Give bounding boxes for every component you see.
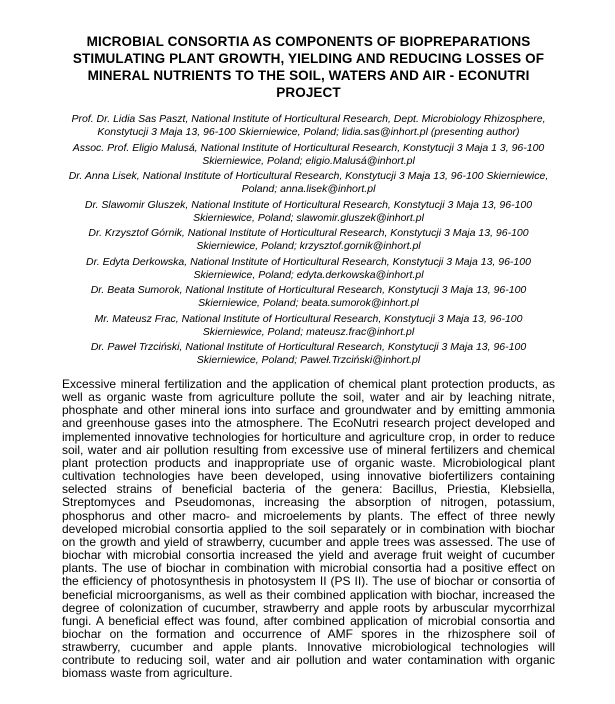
page-title: MICROBIAL CONSORTIA AS COMPONENTS OF BIOPREPARATIONS STIMULATING PLANT GROWTH, YIELDING AND REDUCING LOSSES OF MINERAL NUTRIENTS TO THE SOIL, WATERS AND AIR - ECONUTRI PROJECT xyxy=(72,34,545,100)
author-line: Dr. Slawomir Gluszek, National Institute of Horticultural Research, Konstytucji 3 Maja 13, 96-100 Skierniewice, Poland; slawomir.gluszek@inhort.pl xyxy=(84,198,533,224)
author-line: Mr. Mateusz Frac, National Institute of Horticultural Research, Konstytucji 3 Maja 13, 96-100 Skierniewice, Poland; mateusz.frac@inhort.pl xyxy=(94,312,523,338)
author-line: Prof. Dr. Lidia Sas Paszt, National Institute of Horticultural Research, Dept. Microbiology Rhizosphere, Konstytucji 3 Maja 13, 96-100 Skierniewice, Poland; lidia.sas@inhort.pl (presenting author) xyxy=(71,113,546,138)
author-line: Dr. Beata Sumorok, National Institute of Horticultural Research, Konstytucji 3 Maja 13, 96-100 Skierniewice, Poland; beata.sumorok@inhort.pl xyxy=(90,284,527,309)
author-line: Dr. Krzysztof Górnik, National Institute of Horticultural Research, Konstytucji 3 Maja 13, 96-100 Skierniewice, Poland; krzysztof.gornik@inhort.pl xyxy=(88,227,529,252)
abstract-paragraph: Excessive mineral fertilization and the application of chemical plant protection products, as well as organic waste from agriculture pollute the soil, water and air by leaching nitrate, phosphate and other mineral ions into surface and groundwater and by emitting ammonia and greenhouse gases into the atmosphere. The EcoNutri research project developed and implemented innovative technologies for horticulture and agriculture crop, in order to reduce soil, water and air pollution resulting from excessive use of mineral fertilizers and chemical plant protection products and inappropriate use of organic waste. Microbiological plant cultivation technologies have been developed, using innovative biofertilizers containing selected strains of beneficial bacteria of the genera: Bacillus, Priestia, Klebsiella, Streptomyces and Pseudomonas, increasing the absorption of nitrogen, potassium, phosphorus and other macro- and microelements by plants. The effect of three newly developed microbial consortia applied to the soil separately or in combination with biochar on the growth and yield of strawberry, cucumber and apple trees was assessed. The use of biochar with microbial consortia increased the yield and average fruit weight of cucumber plants. The use of biochar in combination with microbial consortia had a positive effect on the efficiency of photosynthesis in photosystem II (PS II). The use of biochar or consortia of beneficial microorganisms, as well as their combined application with biochar, increased the degree of colonization of cucumber, strawberry and apple roots by arbuscular mycorrhizal fungi. A beneficial effect was found, after combined application of microbial consortia and biochar on the formation and occurrence of AMF spores in the rhizosphere soil of strawberry, cucumber and apple plants. Innovative microbiological technologies will contribute to reducing soil, water and air pollution and water contamination with organic biomass waste from agriculture. xyxy=(62,377,555,681)
author-line: Dr. Edyta Derkowska, National Institute of Horticultural Research, Konstytucji 3 Maja 13, 96-100 Skierniewice, Poland; edyta.derkowska@inhort.pl xyxy=(86,255,531,281)
author-line: Dr. Anna Lisek, National Institute of Horticultural Research, Konstytucji 3 Maja 13, 96-100 Skierniewice, Poland; anna.lisek@inhort.pl xyxy=(68,170,549,195)
author-line: Assoc. Prof. Eligio Malusá, National Institute of Horticultural Research, Konstytucji 3 Maja 1 3, 96-100 Skierniewice, Poland; eligio.Malusá@inhort.pl xyxy=(72,141,545,167)
author-line: Dr. Paweł Trzciński, National Institute of Horticultural Research, Konstytucji 3 Maja 13, 96-100 Skierniewice, Poland; Paweł.Trzciński@inhort.pl xyxy=(90,341,527,366)
author-list xyxy=(62,113,555,367)
